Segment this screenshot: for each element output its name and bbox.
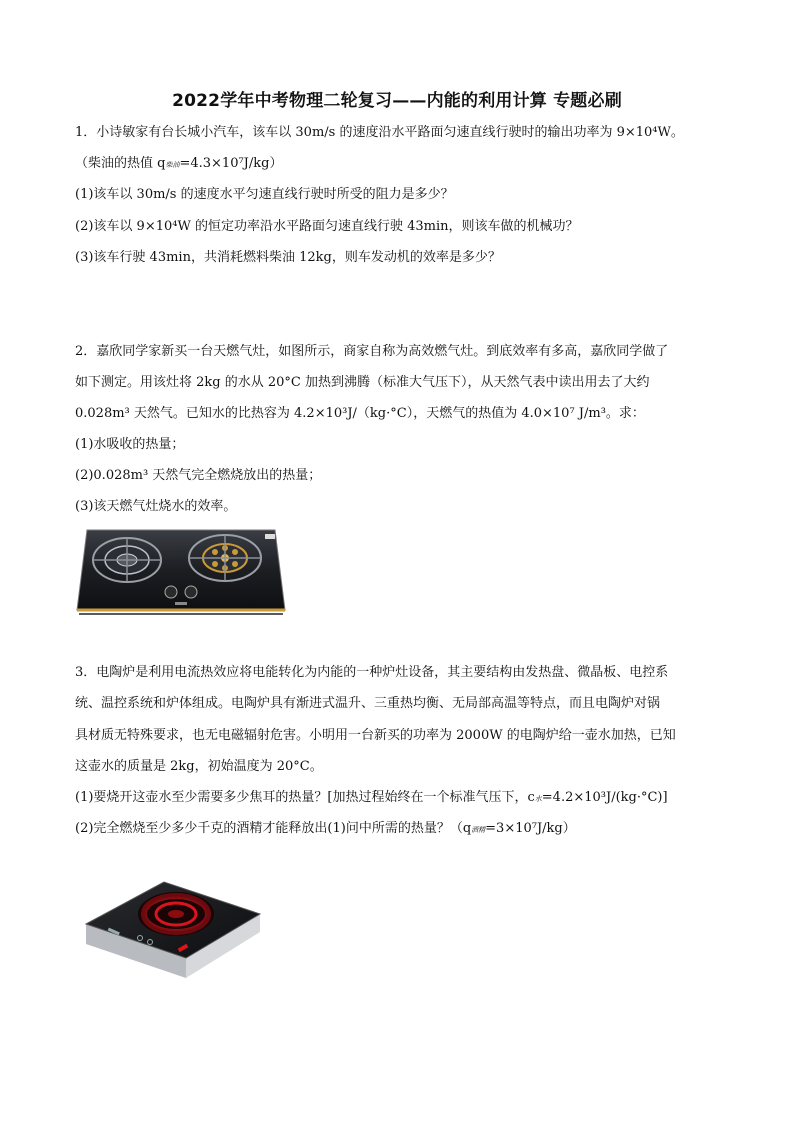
q2-part-2: (2)0.028m³ 天然气完全燃烧放出的热量；	[75, 468, 322, 483]
q2-stem-line-2: 如下测定。用该灶将 2kg 的水从 20°C 加热到沸腾（标准大气压下），从天然气表中读出用去了大约	[75, 375, 650, 390]
q2-part-1: (1)水吸收的热量；	[75, 437, 185, 452]
q1-part-2: (2)该车以 9×10⁴W 的恒定功率沿水平路面匀速直线行驶 43min，则该车做的机械功？	[75, 219, 579, 234]
q1-subscript: 柴油	[165, 161, 180, 169]
left-burner-icon	[93, 538, 161, 582]
q1-part-3: (3)该车行驶 43min，共消耗燃料柴油 12kg，则车发动机的效率是多少？	[75, 250, 501, 265]
q2-part-3: (3)该天燃气灶烧水的效率。	[75, 499, 237, 514]
q3-subscript-water: 水	[534, 795, 542, 803]
q1-stem-line-2: （柴油的热值 q柴油=4.3×10⁷J/kg）	[75, 156, 283, 171]
q1-part-1: (1)该车以 30m/s 的速度水平匀速直线行驶时所受的阻力是多少？	[75, 187, 454, 202]
gas-stove-image	[75, 528, 287, 616]
electric-ceramic-cooker-image	[78, 866, 264, 984]
q1-stem-line-1: 1．小诗敏家有台长城小汽车，该车以 30m/s 的速度沿水平路面匀速直线行驶时的输出功率为 9×10⁴W。	[75, 125, 684, 140]
q3-stem-line-4: 这壶水的质量是 2kg，初始温度为 20°C。	[75, 759, 323, 774]
q3-subscript-alcohol: 酒精	[471, 826, 486, 834]
q2-stem-line-3: 0.028m³ 天然气。已知水的比热容为 4.2×10³J/（kg·°C），天燃气的热值为 4.0×10⁷ J/m³。求：	[75, 406, 645, 421]
q3-stem-line-2: 统、温控系统和炉体组成。电陶炉具有渐进式温升、三重热均衡、无局部高温等特点，而且电陶炉对锅	[75, 696, 661, 711]
right-burner-icon	[189, 535, 261, 581]
q3-stem-line-3: 具材质无特殊要求，也无电磁辐射危害。小明用一台新买的功率为 2000W 的电陶炉给一壶水加热，已知	[75, 728, 676, 743]
page-title: 2022学年中考物理二轮复习——内能的利用计算 专题必刷	[172, 91, 622, 111]
heating-plate-icon	[138, 892, 214, 936]
q3-stem-line-1: 3．电陶炉是利用电流热效应将电能转化为内能的一种炉灶设备，其主要结构由发热盘、微晶板、电控系	[75, 665, 669, 680]
q3-part-1: (1)要烧开这壶水至少需要多少焦耳的热量？[加热过程始终在一个标准气压下，c水=4.2×10³J/(kg·°C)]	[75, 790, 668, 805]
q3-part-2: (2)完全燃烧至少多少千克的酒精才能释放出(1)问中所需的热量？（q酒精=3×10⁷J/kg）	[75, 821, 576, 836]
q2-stem-line-1: 2．嘉欣同学家新买一台天燃气灶，如图所示，商家自称为高效燃气灶。到底效率有多高，嘉欣同学做了	[75, 344, 669, 359]
